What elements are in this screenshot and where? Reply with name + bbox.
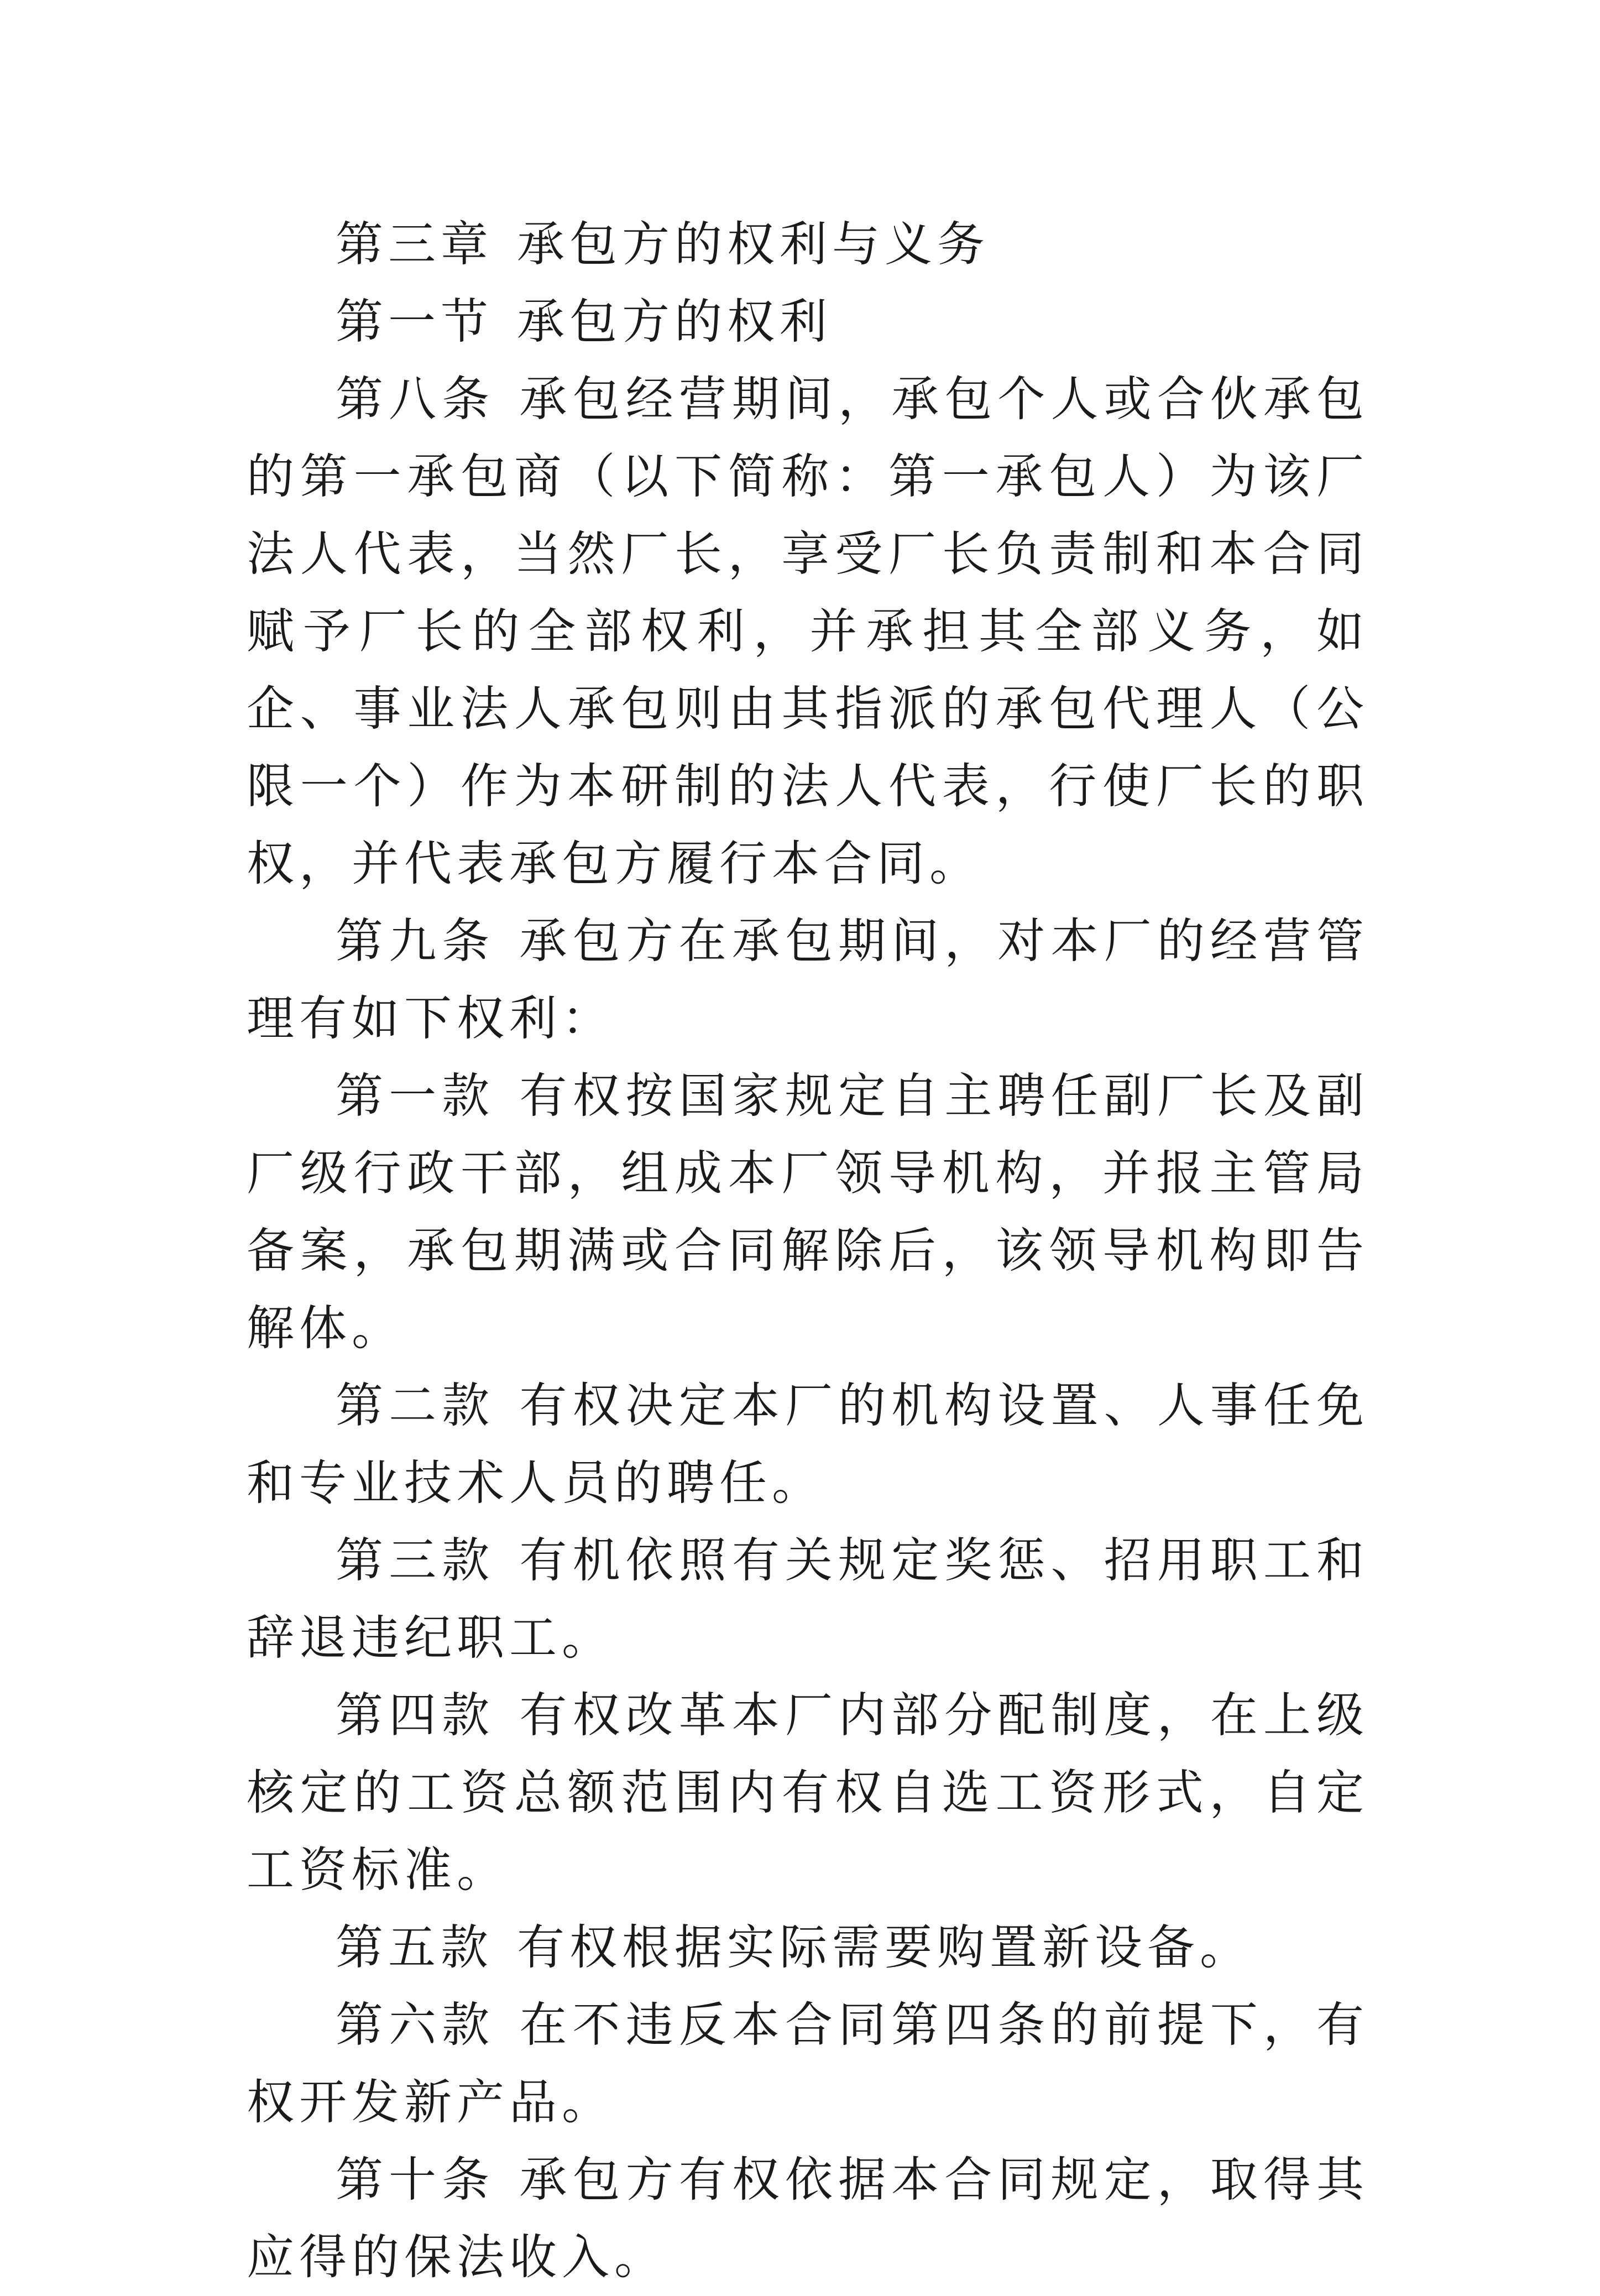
clause-2-number: 第二款: [336, 1378, 495, 1433]
article-8: [247, 361, 1369, 902]
article-9: [247, 902, 1369, 1057]
clause-6-number: 第六款: [336, 1997, 495, 2053]
article-9-text: 承包方在承包期间，对本厂的经营管理有如下权利：: [247, 914, 1369, 1046]
clause-3: [247, 1522, 1369, 1677]
clause-1: [247, 1057, 1369, 1367]
clause-1-text: 有权按国家规定自主聘任副厂长及副厂级行政干部，组成本厂领导机构，并报主管局备案，承包期满或合同解除后，该领导机构即告解体。: [247, 1068, 1369, 1356]
clause-5-text: 有权根据实际需要购置新设备。: [517, 1920, 1252, 1975]
clause-5-number: 第五款: [336, 1920, 493, 1975]
clause-4-number: 第四款: [336, 1688, 495, 1743]
article-10-text: 承包方有权依据本合同规定，取得其应得的保法收入。: [247, 2152, 1369, 2285]
section-heading: [247, 283, 1369, 361]
clause-5: [247, 1909, 1369, 1986]
clause-4: [247, 1677, 1369, 1909]
clause-6: [247, 1986, 1369, 2141]
clause-4-text: 有权改革本厂内部分配制度，在上级核定的工资总额范围内有权自选工资形式，自定工资标准。: [247, 1688, 1369, 1898]
clause-1-number: 第一款: [336, 1068, 495, 1124]
article-8-number: 第八条: [336, 372, 495, 427]
article-8-text: 承包经营期间，承包个人或合伙承包的第一承包商（以下简称：第一承包人）为该厂法人代表，当然厂长，享受厂长负责制和本合同赋予厂长的全部权利，并承担其全部义务，如企、事业法人承包则由其指派的承包代理人（公限一个）作为本研制的法人代表，行使厂长的职权，并代表承包方履行本合同。: [247, 372, 1369, 891]
chapter-title: 承包方的权利与义务: [517, 217, 990, 272]
article-10: [247, 2141, 1369, 2296]
document-body: [247, 206, 1369, 2296]
clause-3-text: 有机依照有关规定奖惩、招用职工和辞退违纪职工。: [247, 1533, 1369, 1666]
article-9-number: 第九条: [336, 914, 495, 969]
clause-3-number: 第三款: [336, 1533, 495, 1588]
clause-2: [247, 1367, 1369, 1522]
chapter-number: 第三章: [336, 217, 493, 272]
clause-2-text: 有权决定本厂的机构设置、人事任免和专业技术人员的聘任。: [247, 1378, 1369, 1511]
section-number: 第一节: [336, 294, 493, 349]
clause-6-text: 在不违反本合同第四条的前提下，有权开发新产品。: [247, 1997, 1369, 2130]
article-10-number: 第十条: [336, 2152, 495, 2208]
chapter-heading: [247, 206, 1369, 283]
section-title: 承包方的权利: [517, 294, 832, 349]
